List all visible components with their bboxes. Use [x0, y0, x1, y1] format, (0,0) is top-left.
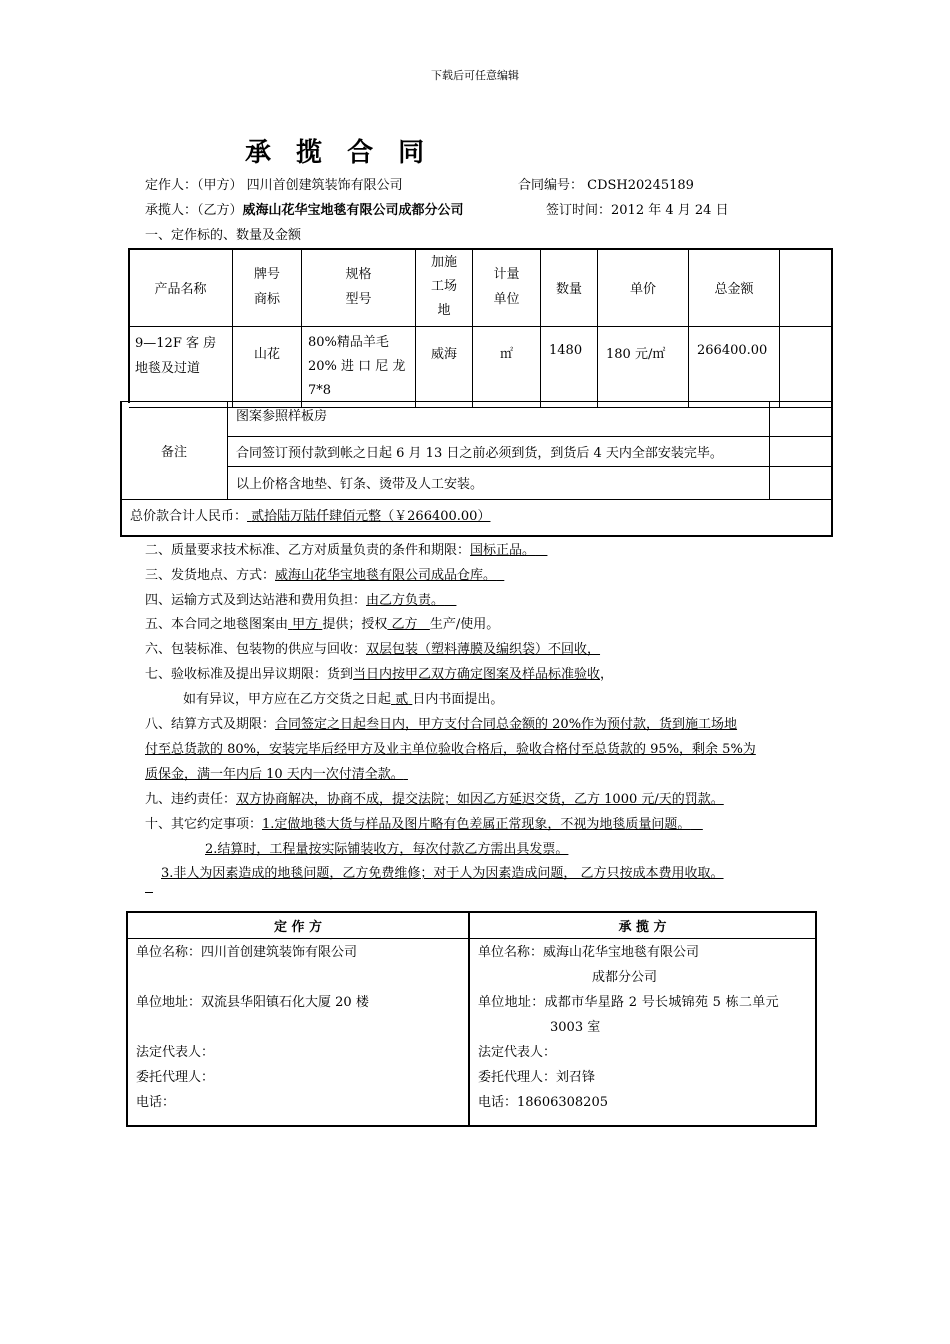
- sign-b-title: 承 揽 方: [469, 912, 816, 938]
- th-unit: 计量 单位: [473, 249, 541, 326]
- td-product: 9—12F 客 房 地毯及过道: [129, 326, 233, 407]
- remark-2: 合同签订预付款到帐之日起 6 月 13 日之前必须到货，到货后 4 天内全部安装完毕。: [228, 436, 770, 466]
- total-value: 贰拾陆万陆仟肆佰元整（￥266400.00）: [251, 509, 491, 524]
- clause-2: 二、质量要求技术标准、乙方对质量负责的条件和期限：国标正品。: [145, 543, 536, 558]
- sign-time: 2012 年 4 月 24 日: [611, 203, 729, 218]
- th-qty: 数量: [541, 249, 598, 326]
- clause-8-line3: 质保金，满一年内后 10 天内一次付清全款。: [145, 767, 404, 782]
- party-b-line: [145, 198, 464, 223]
- product-table: [129, 249, 832, 408]
- th-empty: [780, 249, 833, 326]
- remark-label: 备注: [121, 402, 228, 499]
- th-brand: 牌号 商标: [233, 249, 302, 326]
- sign-a-block: [127, 938, 469, 1126]
- clause-5: 五、本合同之地毯图案由 甲方 提供；授权 乙方 生产/使用。: [145, 617, 500, 632]
- sign-b-addr-2: 3003 室: [550, 1019, 601, 1035]
- total-label: 总价款合计人民币：: [130, 509, 248, 524]
- td-price: 180 元/㎡: [598, 326, 689, 407]
- th-total: 总金额: [689, 249, 780, 326]
- clause-8-line2: 付至总货款的 80%，安装完毕后经甲方及业主单位验收合格后，验收合格付至总货款的 95%，剩余 5%为: [145, 742, 756, 757]
- clause-3: 三、发货地点、方式：威海山花华宝地毯有限公司成品仓库。: [145, 568, 497, 583]
- td-total: 266400.00: [689, 326, 780, 407]
- page-title: 承 揽 合 同: [245, 138, 433, 168]
- td-spec: 80%精品羊毛 20% 进 口 尼 龙 7*8: [302, 326, 416, 407]
- clause-9: 九、违约责任：双方协商解决，协商不成，提交法院；如因乙方延迟交货，乙方 1000 元/天的罚款。: [145, 792, 724, 807]
- contract-no: CDSH20245189: [587, 178, 694, 193]
- th-product: 产品名称: [129, 249, 233, 326]
- sign-a-agent: 委托代理人：: [136, 1069, 215, 1085]
- sign-b-unit-2: 成都分公司: [592, 969, 658, 985]
- clause-7-objection: 如有异议，甲方应在乙方交货之日起 贰 日内书面提出。: [183, 692, 504, 707]
- remark-3-blank: [770, 466, 833, 499]
- remarks-table: [121, 402, 832, 500]
- section1-title: 一、定作标的、数量及金额: [145, 228, 302, 243]
- clause-6: 六、包装标准、包装物的供应与回收：双层包装（塑料薄膜及编织袋）不回收，: [145, 642, 601, 657]
- sign-a-tel: 电话：: [136, 1094, 176, 1110]
- clause-8: 八、结算方式及期限：合同签定之日起叁日内，甲方支付合同总金额的 20%作为预付款，货到施工场地: [145, 717, 738, 732]
- td-unit: ㎡: [473, 326, 541, 407]
- th-price: 单价: [598, 249, 689, 326]
- sign-b-addr: 单位地址：成都市华星路 2 号长城锦苑 5 栋二单元: [478, 994, 779, 1010]
- total-line: [130, 504, 660, 529]
- sign-b-agent: 委托代理人：刘召锋: [478, 1069, 596, 1085]
- contract-no-line: [518, 173, 694, 198]
- td-site: 威海: [416, 326, 473, 407]
- td-empty: [780, 326, 833, 407]
- sign-a-addr: 单位地址：双流县华阳镇石化大厦 20 楼: [136, 994, 369, 1010]
- remark-1: 图案参照样板房: [228, 402, 770, 436]
- th-spec: 规格 型号: [302, 249, 416, 326]
- sign-a-rep: 法定代表人：: [136, 1044, 215, 1060]
- party-b-label: 承揽人：（乙方）: [145, 203, 243, 218]
- td-qty: 1480: [541, 326, 598, 407]
- table-header-row: [129, 249, 832, 326]
- signature-table: [126, 911, 817, 1127]
- sign-b-unit: 单位名称：威海山花华宝地毯有限公司: [478, 944, 700, 960]
- clause-7: 七、验收标准及提出异议期限：货到当日内按甲乙双方确定图案及样品标准验收，: [145, 667, 614, 682]
- sign-b-rep: 法定代表人：: [478, 1044, 557, 1060]
- sign-b-tel: 电话：18606308205: [478, 1094, 608, 1110]
- table-row: [129, 326, 832, 407]
- sign-time-label: 签订时间：: [546, 203, 612, 218]
- sign-a-unit: 单位名称：四川首创建筑装饰有限公司: [136, 944, 358, 960]
- stray-mark: [145, 892, 153, 893]
- remark-1-blank: [770, 402, 833, 436]
- header-note: 下载后可任意编辑: [431, 69, 519, 82]
- sign-a-title: 定 作 方: [127, 912, 469, 938]
- party-a-name: 四川首创建筑装饰有限公司: [246, 178, 403, 193]
- party-b-name: 威海山花华宝地毯有限公司成都分公司: [242, 203, 464, 218]
- clause-10-item2: 2.结算时，工程量按实际铺装收方，每次付款乙方需出具发票。: [205, 842, 569, 857]
- sign-b-block: [469, 938, 816, 1126]
- clause-10-item3: 3.非人为因素造成的地毯问题，乙方免费维修；对于人为因素造成问题， 乙方只按成本费用收取。: [161, 866, 724, 881]
- td-brand: 山花: [233, 326, 302, 407]
- party-a-label: 定作人：（甲方）: [145, 178, 243, 193]
- clause-4: 四、运输方式及到达站港和费用负担：由乙方负责。: [145, 593, 445, 608]
- party-a-line: [145, 173, 403, 198]
- clause-10: 十、其它约定事项：1.定做地毯大货与样品及图片略有色差属正常现象，不视为地毯质量问题。: [145, 817, 691, 832]
- remark-2-blank: [770, 436, 833, 466]
- contract-no-label: 合同编号：: [518, 178, 584, 193]
- remark-3: 以上价格含地垫、钉条、烫带及人工安装。: [228, 466, 770, 499]
- sign-time-line: [546, 198, 729, 223]
- th-site: 加施 工场 地: [416, 249, 473, 326]
